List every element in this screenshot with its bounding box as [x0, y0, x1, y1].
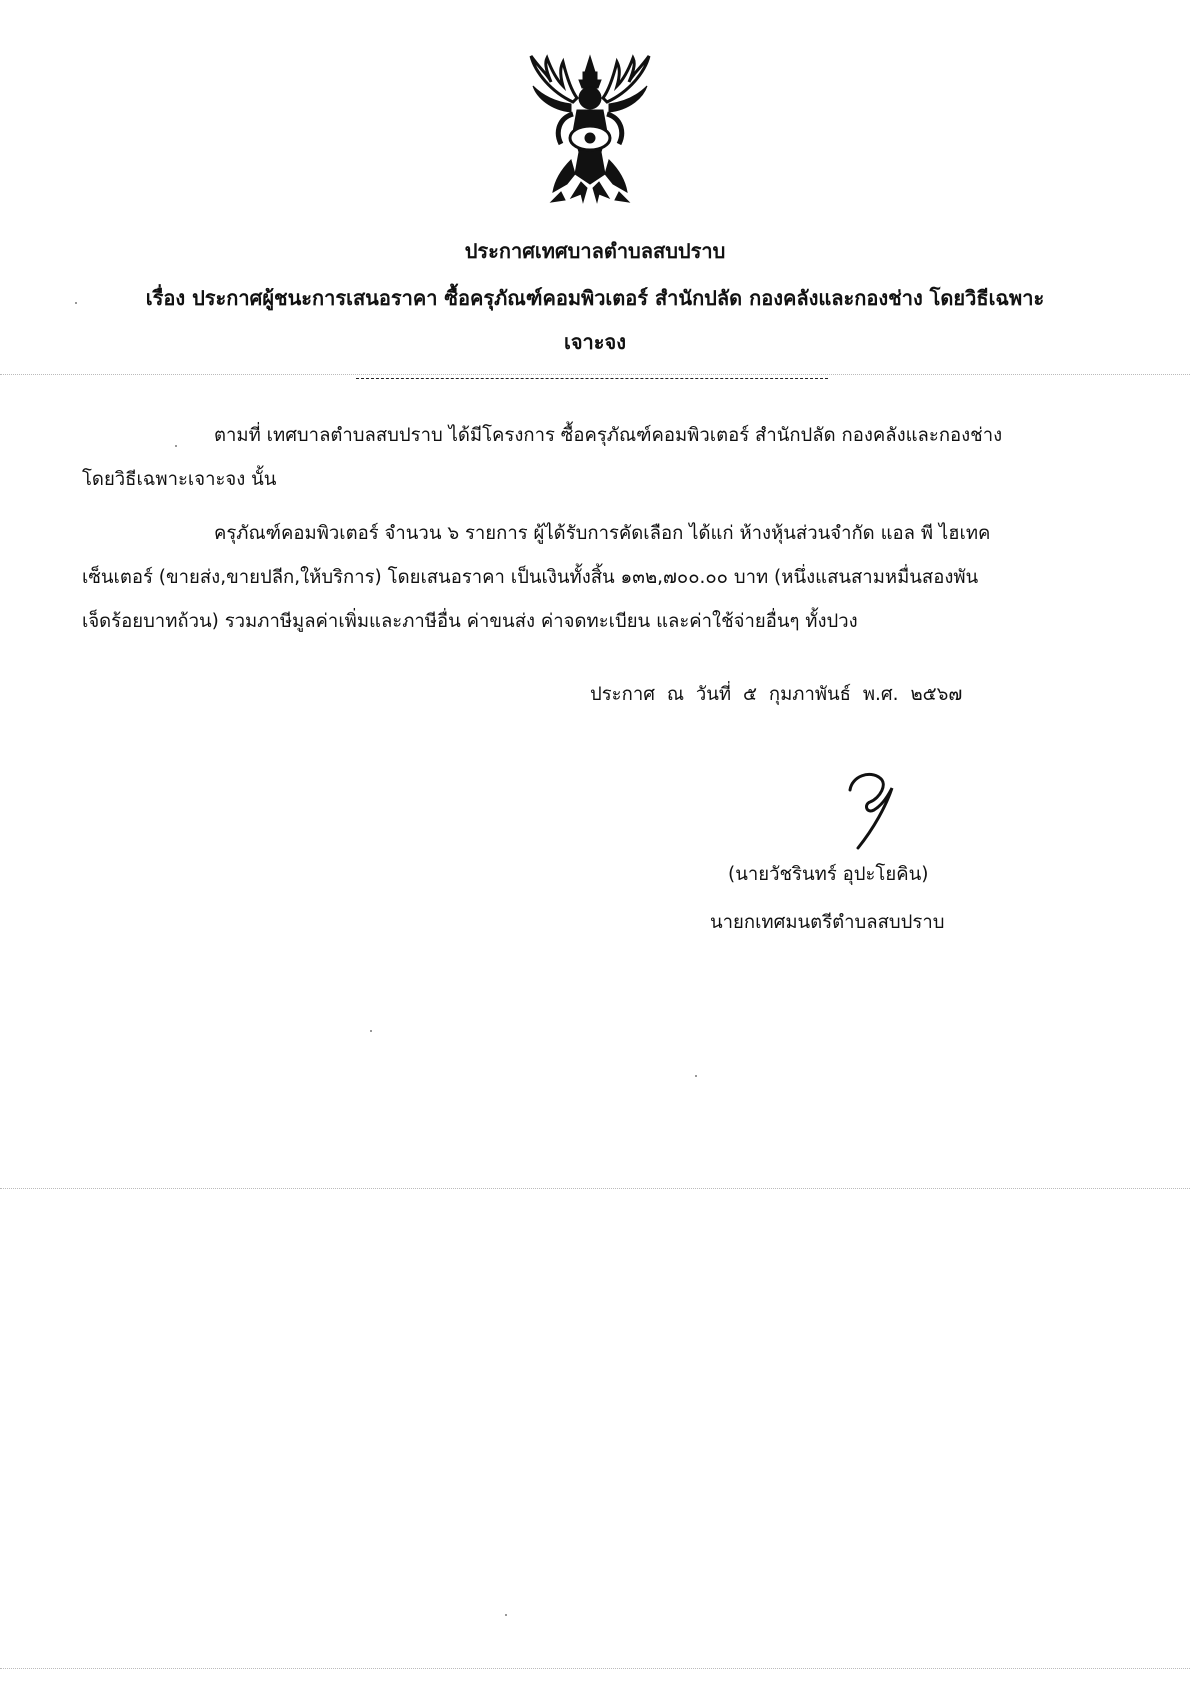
subject-line-2: เจาะจง: [563, 330, 626, 354]
paragraph-2-line-2: เซ็นเตอร์ (ขายส่ง,ขายปลีก,ให้บริการ) โดยเสนอราคา เป็นเงินทั้งสิ้น ๑๓๒,๗๐๐.๐๐ บาท (หนึ่งแสนสามหมื่นสองพัน: [82, 567, 979, 588]
paragraph-1-line-1: ตามที่ เทศบาลตำบลสบปราบ ได้มีโครงการ ซื้อครุภัณฑ์คอมพิวเตอร์ สำนักปลัด กองคลังและกองช่าง: [214, 425, 1003, 446]
scan-artifact-line: [0, 374, 1190, 375]
handwritten-signature: [830, 762, 900, 854]
paragraph-2-line-3: เจ็ดร้อยบาทถ้วน) รวมภาษีมูลค่าเพิ่มและภาษีอื่น ค่าขนส่ง ค่าจดทะเบียน และค่าใช้จ่ายอื่นๆ ทั้งปวง: [82, 611, 858, 632]
scan-speck: [370, 1030, 372, 1032]
scan-speck: [505, 1614, 507, 1616]
scan-speck: [75, 302, 77, 304]
scan-speck: [175, 445, 177, 447]
scan-speck: [695, 1075, 697, 1077]
subject-line-1: เรื่อง ประกาศผู้ชนะการเสนอราคา ซื้อครุภัณฑ์คอมพิวเตอร์ สำนักปลัด กองคลังและกองช่าง โดยวิธีเฉพาะ: [145, 286, 1045, 310]
title-divider: [356, 378, 828, 379]
authority-title: ประกาศเทศบาลตำบลสบปราบ: [464, 239, 726, 263]
signer-position: นายกเทศมนตรีตำบลสบปราบ: [710, 912, 945, 933]
signer-name: (นายวัชรินทร์ อุปะโยคิน): [728, 864, 929, 885]
scan-artifact-line: [0, 1188, 1190, 1189]
paragraph-2-line-1: ครุภัณฑ์คอมพิวเตอร์ จำนวน ๖ รายการ ผู้ได้รับการคัดเลือก ได้แก่ ห้างหุ้นส่วนจำกัด แอล พี ไฮเทค: [214, 523, 991, 544]
garuda-emblem-icon: [521, 52, 659, 208]
paragraph-1-line-2: โดยวิธีเฉพาะเจาะจง นั้น: [82, 469, 277, 490]
scan-artifact-line: [0, 1668, 1190, 1669]
announcement-date: ประกาศ ณ วันที่ ๕ กุมภาพันธ์ พ.ศ. ๒๕๖๗: [590, 684, 963, 705]
